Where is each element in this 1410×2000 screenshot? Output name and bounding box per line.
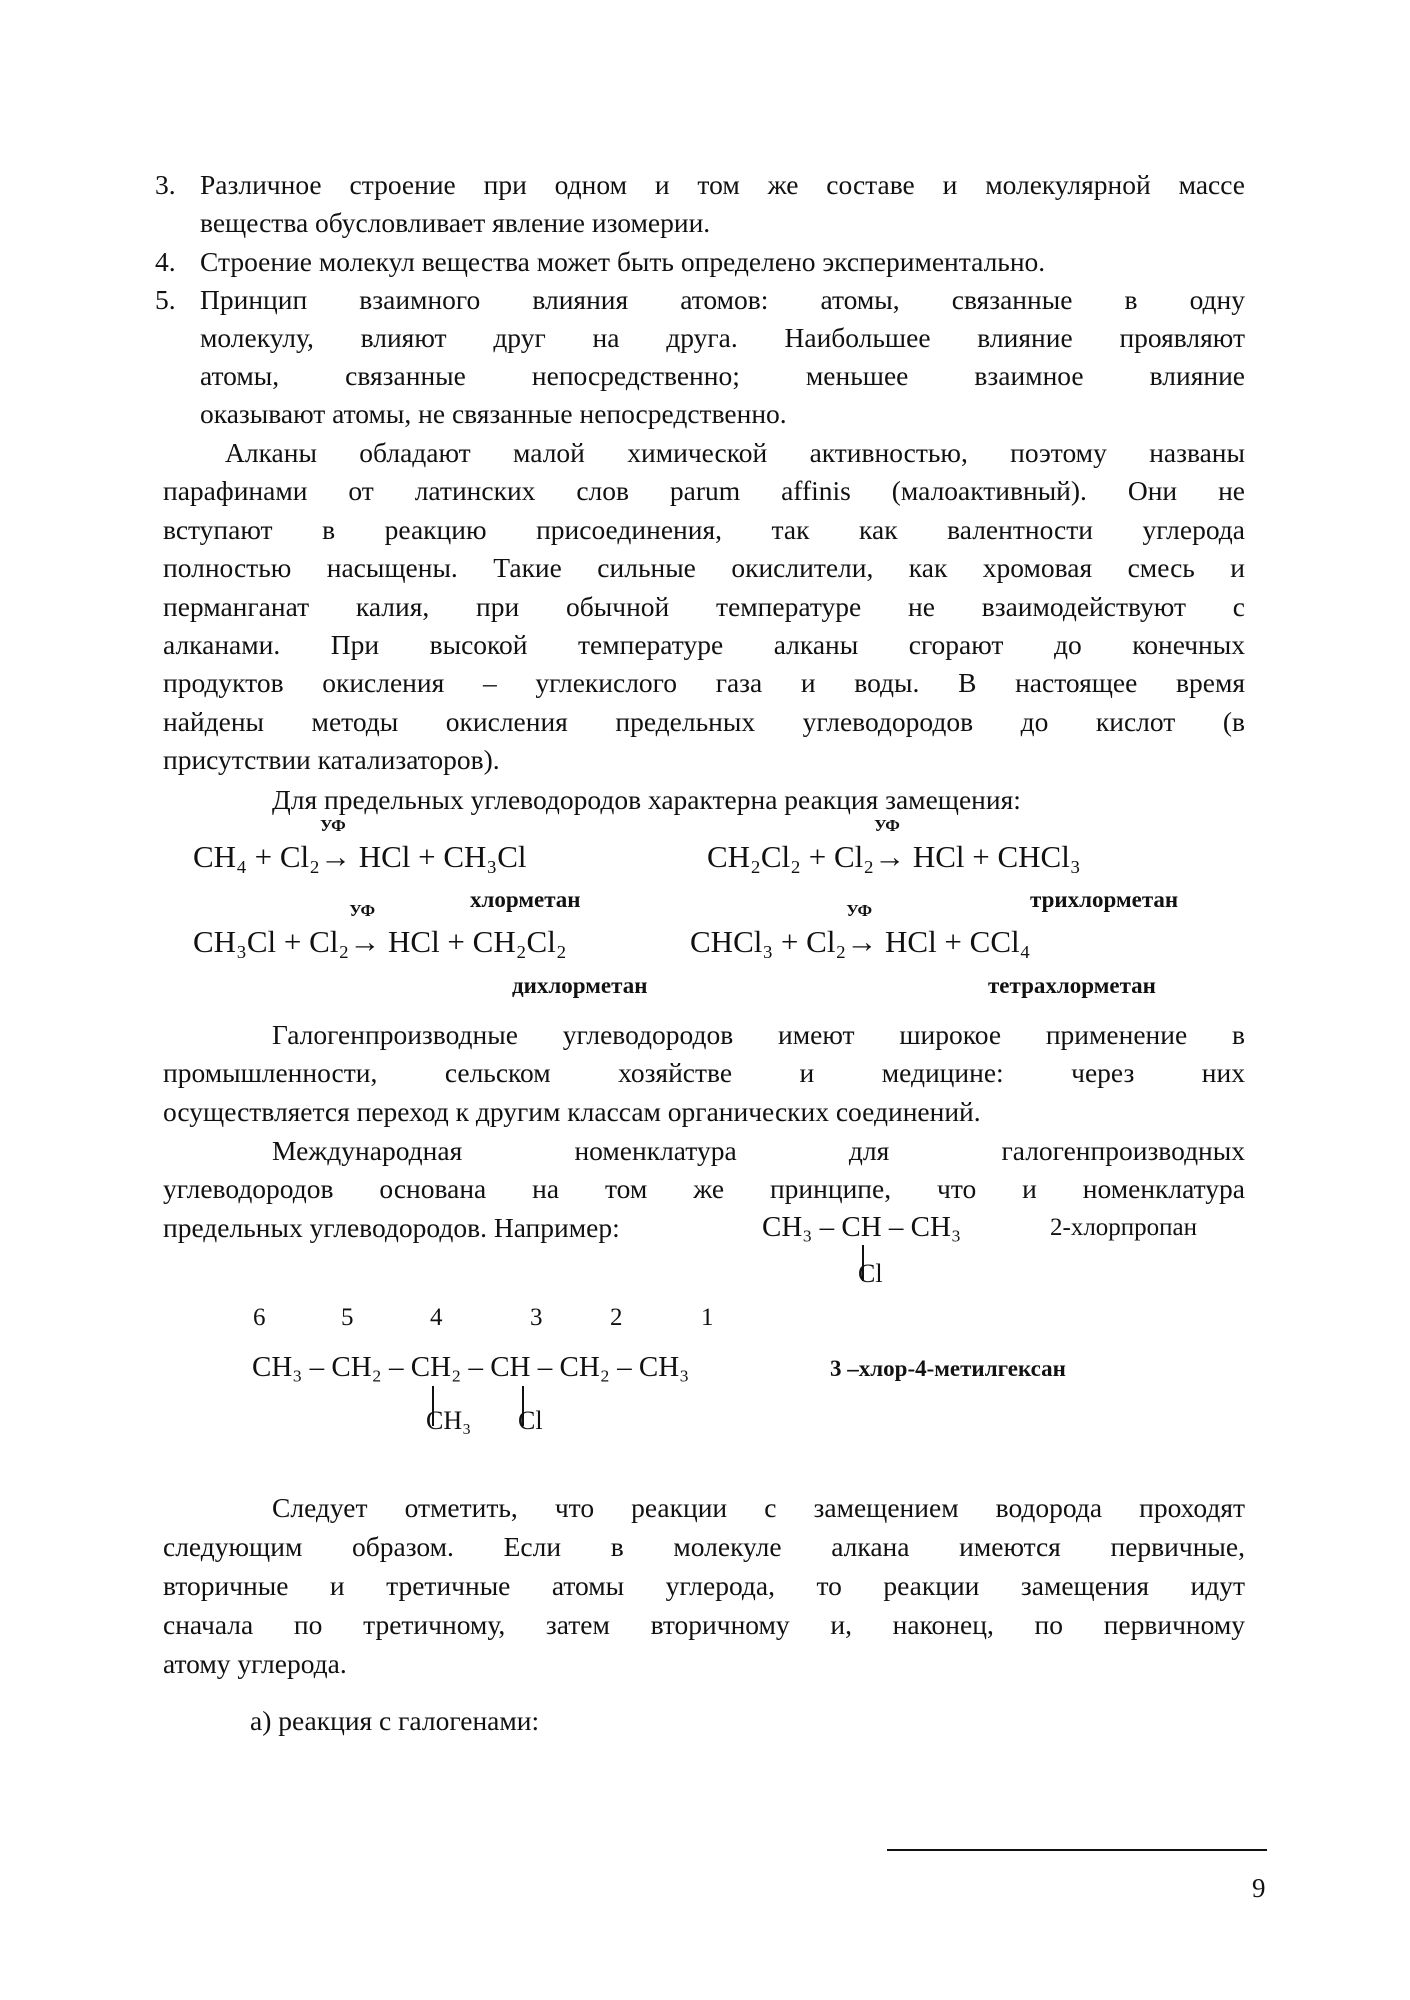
- footer-rule: [887, 1849, 1267, 1851]
- paragraph-1-line-9: присутствии катализаторов).: [163, 744, 500, 775]
- paragraph-4-line-1: Следует отметить, что реакции с замещением водорода проходят: [272, 1492, 1245, 1523]
- reaction-4: [690, 901, 1031, 962]
- paragraph-1-line-5: перманганат калия, при обычной температуре не взаимодействуют с: [163, 591, 1245, 622]
- paragraph-4-line-5: атому углерода.: [163, 1648, 347, 1679]
- reaction-3-condition: УФ: [349, 901, 376, 920]
- subheading-halogen-reaction: а) реакция с галогенами:: [250, 1705, 540, 1736]
- reaction-3-reactants: CH₃Cl + Cl₂: [193, 924, 350, 959]
- carbon-number-2: 2: [610, 1304, 623, 1331]
- example-1-name: 2-хлорпропан: [1050, 1214, 1198, 1241]
- list-number-5: 5.: [155, 284, 176, 315]
- paragraph-1-line-8: найдены методы окисления предельных углеводородов до кислот (в: [163, 706, 1245, 737]
- reaction-2-product-name: трихлорметан: [1030, 887, 1179, 912]
- reaction-1: [193, 816, 527, 877]
- paragraph-2-line-1: Галогенпроизводные углеводородов имеют широкое применение в: [272, 1019, 1245, 1050]
- substitution-intro: Для предельных углеводородов характерна реакция замещения:: [272, 784, 1021, 815]
- reaction-3-products: HCl + CH₂Cl₂: [388, 924, 567, 959]
- reaction-2-condition: УФ: [874, 816, 900, 835]
- reaction-1-arrow: УФ →: [319, 816, 351, 874]
- reaction-4-products: HCl + CCl₄: [885, 924, 1031, 959]
- paragraph-2-line-2: промышленности, сельском хозяйстве и медицине: через них: [163, 1057, 1245, 1088]
- example-2-formula: CH₃ – CH₂ – CH₂ – CH – CH₂ – CH₃: [252, 1351, 690, 1383]
- paragraph-1-line-7: продуктов окисления – углекислого газа и воды. В настоящее время: [163, 667, 1245, 698]
- carbon-number-6: 6: [253, 1304, 266, 1331]
- reaction-3: [193, 901, 567, 962]
- paragraph-1-line-2: парафинами от латинских слов parum affinis (малоактивный). Они не: [163, 475, 1245, 506]
- list-item-5-line-3: атомы, связанные непосредственно; меньшее взаимное влияние: [200, 360, 1245, 391]
- paragraph-3-line-3: предельных углеводородов. Например:: [163, 1212, 620, 1243]
- carbon-number-4: 4: [430, 1304, 443, 1331]
- paragraph-4-line-3: вторичные и третичные атомы углерода, то реакции замещения идут: [163, 1570, 1245, 1601]
- reaction-1-products: HCl + CH₃Cl: [358, 839, 527, 874]
- list-item-5-line-2: молекулу, влияют друг на друга. Наибольшее влияние проявляют: [200, 322, 1245, 353]
- example-2-name: 3 –хлор-4-метилгексан: [830, 1356, 1066, 1381]
- paragraph-1-line-3: вступают в реакцию присоединения, так как валентности углерода: [163, 514, 1245, 545]
- reaction-2-arrow: УФ →: [874, 816, 906, 874]
- example-1-substituent: Cl: [858, 1259, 883, 1288]
- reaction-4-reactants: CHCl₃ + Cl₂: [690, 924, 847, 959]
- list-number-3: 3.: [155, 169, 176, 200]
- paragraph-2-line-3: осуществляется переход к другим классам органических соединений.: [163, 1096, 981, 1127]
- reaction-3-arrow: УФ →: [349, 901, 381, 959]
- paragraph-3-line-2: углеводородов основана на том же принципе, что и номенклатура: [163, 1173, 1245, 1204]
- paragraph-4-line-4: сначала по третичному, затем вторичному и, наконец, по первичному: [163, 1609, 1245, 1640]
- list-item-3-line-1: Различное строение при одном и том же составе и молекулярной массе: [200, 169, 1245, 200]
- list-item-5-line-4: оказывают атомы, не связанные непосредственно.: [200, 398, 787, 429]
- example-1-formula: CH₃ – CH – CH₃: [762, 1211, 962, 1243]
- paragraph-3-line-1: Международная номенклатура для галогенпроизводных: [272, 1135, 1245, 1166]
- reaction-2-products: HCl + CHCl₃: [912, 839, 1081, 874]
- page-number: 9: [1252, 1873, 1266, 1903]
- example-2-substituent-methyl: CH₃: [426, 1406, 472, 1435]
- list-item-5-line-1: Принцип взаимного влияния атомов: атомы, связанные в одну: [200, 284, 1245, 315]
- reaction-1-condition: УФ: [319, 816, 346, 835]
- paragraph-1-line-4: полностью насыщены. Такие сильные окислители, как хромовая смесь и: [163, 552, 1245, 583]
- reaction-2: [707, 816, 1081, 877]
- paragraph-1-line-6: алканами. При высокой температуре алканы сгорают до конечных: [163, 629, 1245, 660]
- list-number-4: 4.: [155, 246, 176, 277]
- example-2-substituent-chloro: Cl: [518, 1406, 543, 1435]
- carbon-number-3: 3: [530, 1304, 543, 1331]
- carbon-number-1: 1: [701, 1304, 714, 1331]
- paragraph-4-line-2: следующим образом. Если в молекуле алкана имеются первичные,: [163, 1531, 1245, 1562]
- list-item-3-line-2: вещества обусловливает явление изомерии.: [200, 207, 711, 238]
- reaction-3-product-name: дихлорметан: [512, 973, 648, 998]
- carbon-number-5: 5: [341, 1304, 354, 1331]
- paragraph-1-line-1: Алканы обладают малой химической активностью, поэтому названы: [225, 437, 1245, 468]
- reaction-2-reactants: CH₂Cl₂ + Cl₂: [707, 839, 875, 874]
- reaction-1-reactants: CH₄ + Cl₂: [193, 839, 320, 874]
- reaction-4-product-name: тетрахлорметан: [988, 973, 1156, 998]
- reaction-4-condition: УФ: [846, 901, 873, 920]
- reaction-1-product-name: хлорметан: [470, 887, 581, 912]
- reaction-4-arrow: УФ →: [846, 901, 878, 959]
- list-item-4-line-1: Строение молекул вещества может быть определено экспериментально.: [200, 246, 1046, 277]
